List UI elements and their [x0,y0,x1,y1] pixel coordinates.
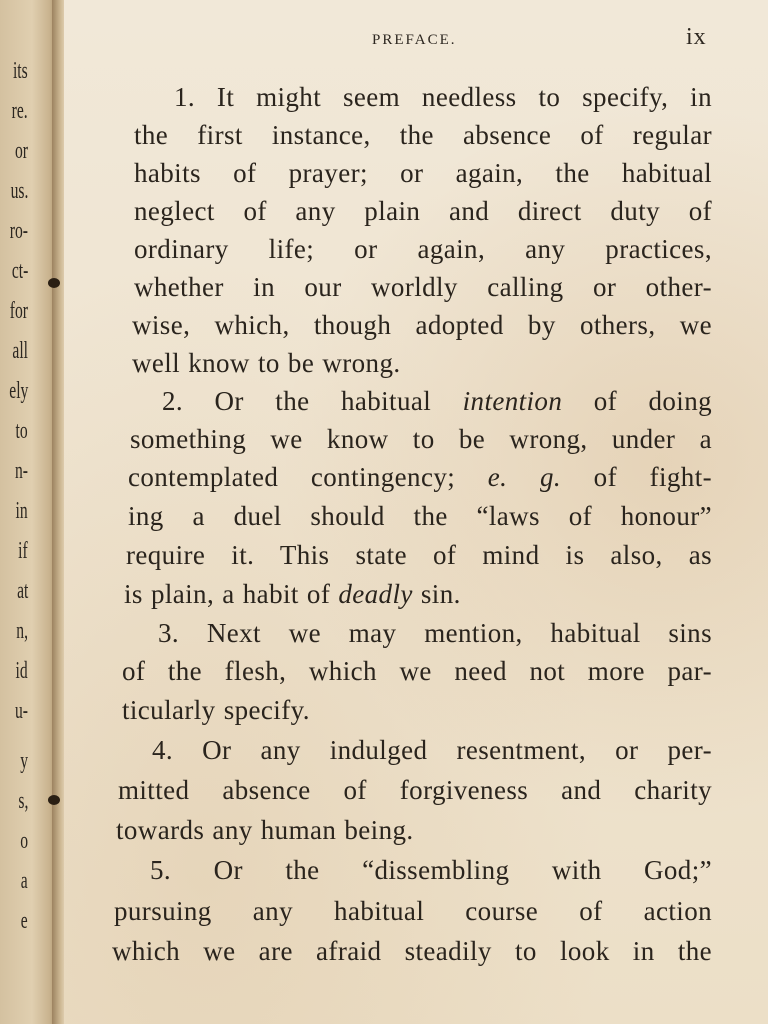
text-run: whether in our worldly calling or other- [134,272,712,302]
text-line [124,579,554,610]
text-run: of the flesh, which we need not more par- [122,656,712,686]
facing-line: id [15,658,28,684]
text-run: wise, which, though adopted by others, we [132,310,712,340]
text-line [134,234,712,265]
facing-line: ro- [9,218,28,244]
text-run: 2. Or the habitual [162,386,463,416]
facing-line: a [21,868,28,894]
text-line [116,815,496,846]
facing-line: n, [16,618,28,644]
facing-line: to [15,418,28,444]
text-run: mitted absence of forgiveness and charity [118,775,712,805]
facing-line: ct- [11,258,28,284]
text-line [134,272,712,303]
text-line [122,656,712,687]
text-run: 1. It might seem needless to specify, in [174,82,712,112]
facing-line: at [16,578,28,604]
facing-line: if [18,538,28,564]
text-line [118,775,712,806]
text-run: ordinary life; or again, any practices, [134,234,712,264]
text-line [122,695,362,726]
text-line [128,462,712,493]
running-head: PREFACE. [372,32,457,48]
text-run: something we know to be wrong, under a [130,424,712,454]
text-line [128,501,712,532]
facing-line: s, [18,788,28,814]
facing-line: for [9,298,28,324]
facing-line: u- [15,698,28,724]
text-line [134,120,712,151]
text-run: 4. Or any indulged resentment, or per- [152,735,712,765]
text-line [134,158,712,189]
text-line [158,618,712,649]
text-line [150,855,712,886]
text-run: 5. Or the “dissembling with God;” [150,855,712,885]
text-line [152,735,712,766]
text-line [174,82,712,113]
text-line [134,196,712,227]
facing-line: y [20,748,28,774]
facing-line: us. [10,178,28,204]
facing-line: its [13,58,28,84]
binding-stitch [48,278,60,288]
text-line [132,348,462,379]
text-run: the first instance, the absence of regular [134,120,712,150]
binding-stitch [48,795,60,805]
facing-page-edge [0,0,58,1024]
text-line [132,310,712,341]
facing-line: re. [11,98,28,124]
facing-line: in [15,498,28,524]
text-run: pursuing any habitual course of action [114,896,712,926]
text-line [130,424,712,455]
text-run: is plain, a habit of [124,579,339,609]
text-line [112,936,712,967]
text-run: ticularly specify. [122,695,310,725]
text-line [162,386,712,417]
italic-phrase: deadly [338,579,413,609]
text-run: well know to be wrong. [132,348,401,378]
text-run: neglect of any plain and direct duty of [134,196,712,226]
facing-line: n- [15,458,28,484]
text-run: of fight- [561,462,712,492]
italic-phrase: intention [462,386,563,416]
italic-phrase: e. g. [487,462,562,492]
text-run: habits of prayer; or again, the habitual [134,158,712,188]
text-line [126,540,712,571]
facing-line: e [21,908,28,934]
text-run: towards any human being. [116,815,414,845]
page-number: ix [686,24,707,50]
text-run: which we are afraid steadily to look in the [112,936,712,966]
text-line [114,896,712,927]
text-run: require it. This state of mind is also, as [126,540,712,570]
facing-line: ely [8,378,28,404]
text-run: contemplated contingency; [128,462,488,492]
facing-line: all [12,338,28,364]
facing-line: or [15,138,28,164]
facing-line: o [20,828,28,854]
text-run: of doing [562,386,712,416]
text-run: 3. Next we may mention, habitual sins [158,618,712,648]
book-page [64,0,768,1024]
text-run: ing a duel should the “laws of honour” [128,501,712,531]
text-run: sin. [412,579,461,609]
